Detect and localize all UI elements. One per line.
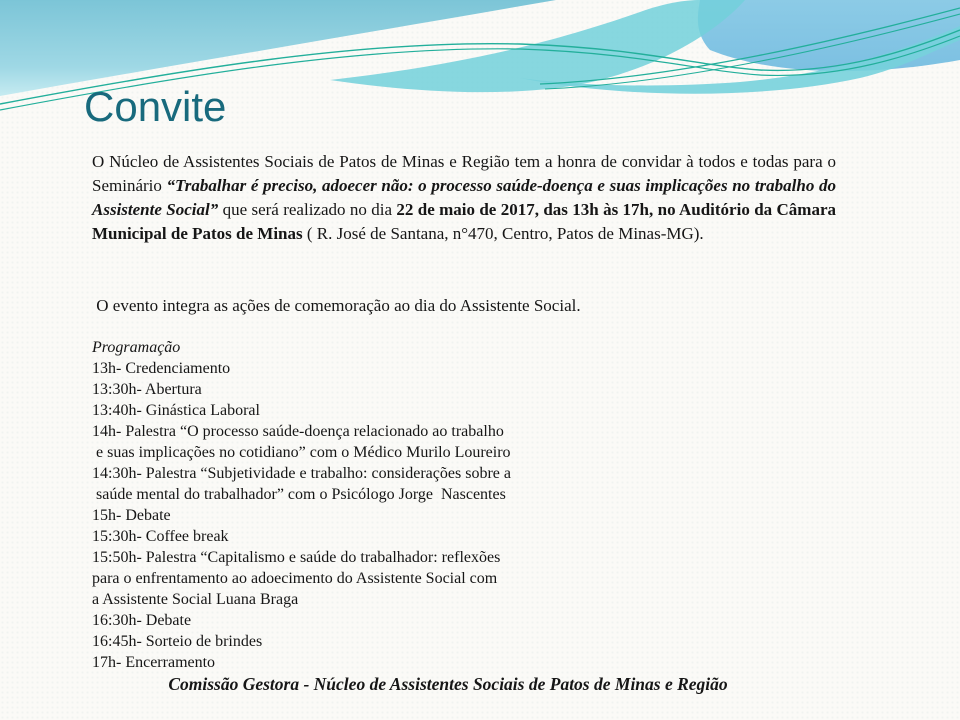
program-item: 14:30h- Palestra “Subjetividade e trabalho: considerações sobre a: [92, 465, 511, 482]
program-list: [92, 337, 511, 673]
wave-right-blue: [698, 0, 960, 71]
program-heading: Programação: [92, 339, 181, 356]
invitation-intro-text: O Núcleo de Assistentes Sociais de Patos de Minas e Região tem a honra de convidar à todos e todas para o Seminário: [92, 152, 836, 195]
program-item: 16:45h- Sorteio de brindes: [92, 633, 263, 650]
program-item: 13h- Credenciamento: [92, 360, 231, 377]
program-item: 17h- Encerramento: [92, 654, 216, 671]
program-item: 13:30h- Abertura: [92, 381, 202, 398]
program-item: a Assistente Social Luana Braga: [92, 591, 299, 608]
event-address: ( R. José de Santana, n°470, Centro, Patos de Minas-MG).: [302, 224, 704, 243]
footer-credit: Comissão Gestora - Núcleo de Assistentes Sociais de Patos de Minas e Região: [168, 674, 728, 694]
invitation-paragraph: [92, 150, 836, 246]
slide-title: Convite: [84, 83, 227, 130]
program-item: 16:30h- Debate: [92, 612, 192, 629]
seminar-title-quote: “Trabalhar é preciso, adoecer não: o processo saúde-doença e suas implicações no trabalho do Assistente Social”: [92, 176, 836, 219]
program-item: 13:40h- Ginástica Laboral: [92, 402, 260, 419]
program-item: 14h- Palestra “O processo saúde-doença relacionado ao trabalho: [92, 423, 504, 440]
program-item: 15h- Debate: [92, 507, 171, 524]
program-item: e suas implicações no cotidiano” com o Médico Murilo Loureiro: [92, 444, 511, 461]
program-item: 15:30h- Coffee break: [92, 528, 229, 545]
program-item: 15:50h- Palestra “Capitalismo e saúde do trabalhador: reflexões: [92, 549, 501, 566]
invitation-middle-text: que será realizado no dia: [218, 200, 397, 219]
event-note: O evento integra as ações de comemoração ao dia do Assistente Social.: [92, 296, 581, 315]
program-item: para o enfrentamento ao adoecimento do Assistente Social com: [92, 570, 498, 587]
program-item: saúde mental do trabalhador” com o Psicólogo Jorge Nascentes: [92, 486, 506, 503]
event-datetime-place: 22 de maio de 2017, das 13h às 17h, no Auditório da Câmara Municipal de Patos de Minas: [92, 200, 836, 243]
